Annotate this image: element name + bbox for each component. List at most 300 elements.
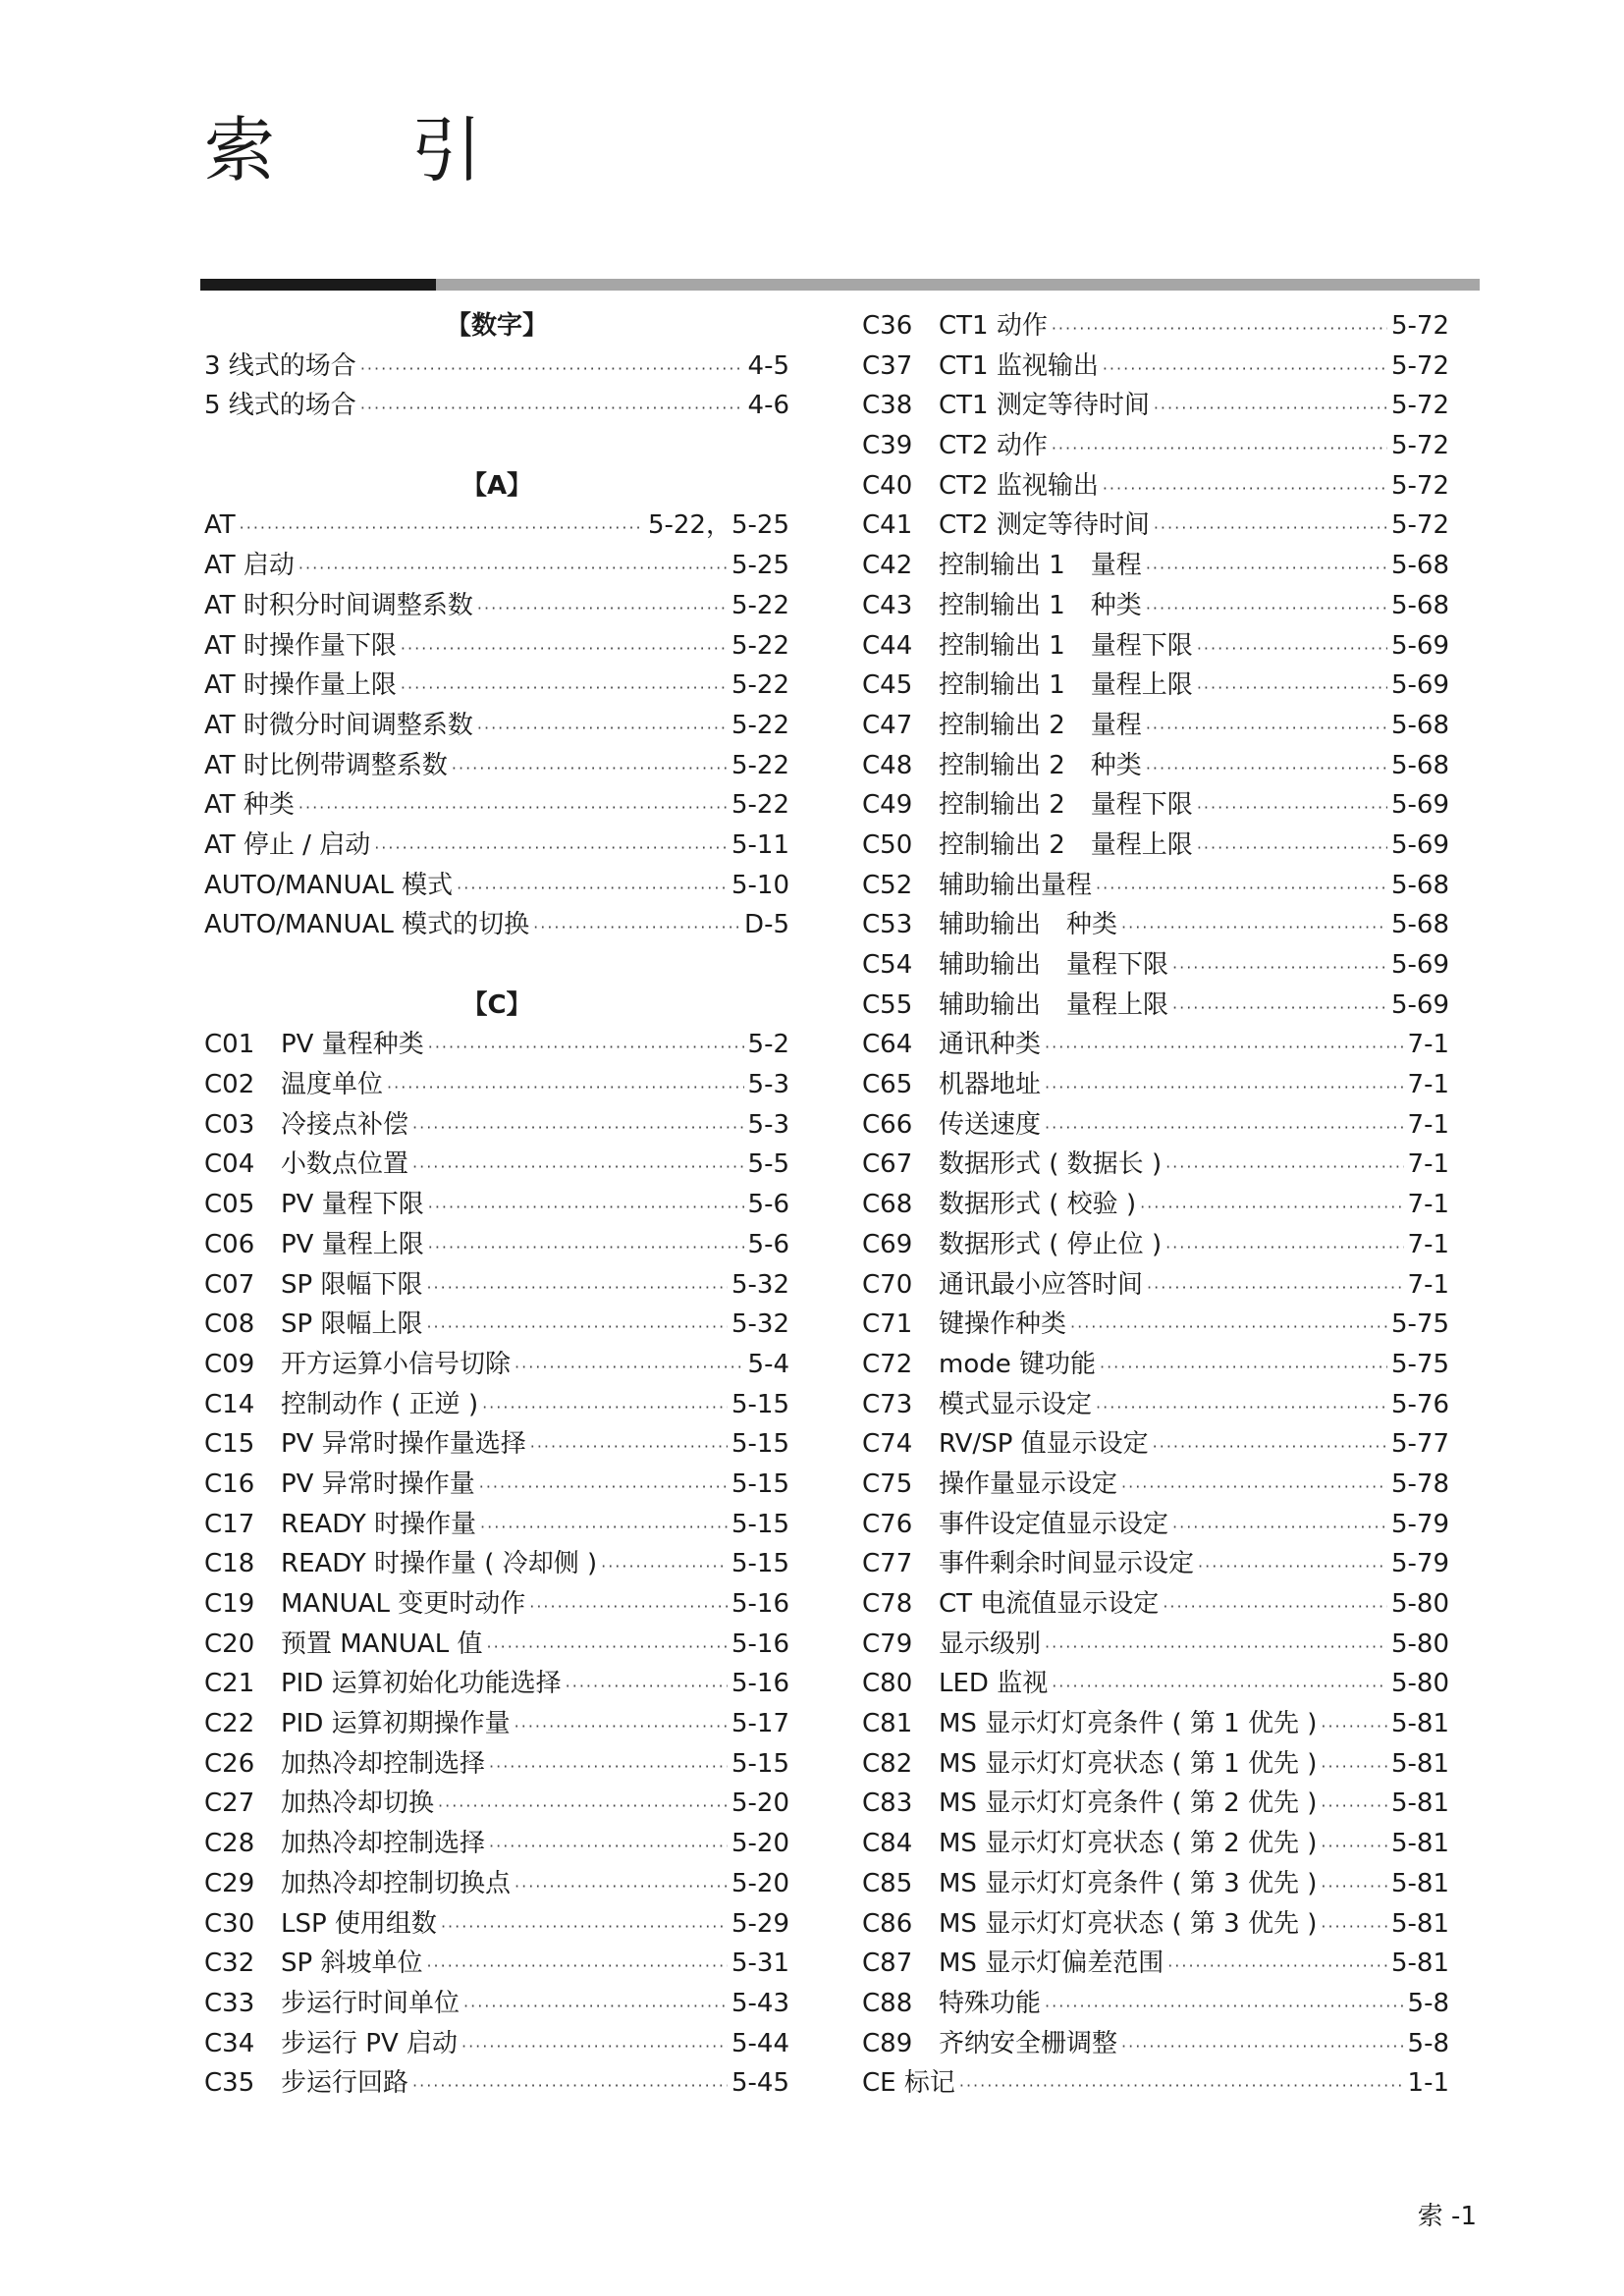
dot-leader <box>601 1547 728 1587</box>
entry-page-ref: 5-11 <box>731 829 789 860</box>
index-entry <box>204 1105 789 1146</box>
entry-code: C17 <box>204 1509 255 1539</box>
entry-code: C72 <box>862 1349 913 1379</box>
dot-leader <box>514 1348 744 1388</box>
index-entry <box>862 1025 1449 1065</box>
index-entry <box>204 1944 789 1984</box>
entry-label: 小数点位置 <box>281 1149 409 1180</box>
index-entry <box>204 1225 789 1265</box>
entry-label: AT 启动 <box>204 551 295 581</box>
entry-label: 辅助输出量程 <box>939 870 1093 900</box>
entry-page-ref: 7-1 <box>1407 1190 1449 1220</box>
index-entry <box>862 2063 1449 2104</box>
entry-label: 数据形式 ( 停止位 ) <box>939 1229 1163 1259</box>
entry-label: AT 时比例带调整系数 <box>204 750 448 780</box>
entry-label: SP 限幅下限 <box>281 1269 423 1300</box>
entry-page-ref: 7-1 <box>1407 1109 1449 1140</box>
index-entry <box>862 1864 1449 1904</box>
index-entry <box>862 426 1449 466</box>
index-entry <box>204 506 789 546</box>
entry-label: 5 线式的场合 <box>204 391 356 421</box>
index-entry <box>204 1625 789 1665</box>
entry-label: AUTO/MANUAL 模式 <box>204 870 454 900</box>
dot-leader <box>1198 1547 1387 1587</box>
entry-label: SP 限幅上限 <box>281 1309 423 1340</box>
entry-code: C67 <box>862 1149 913 1180</box>
dot-leader <box>1146 549 1387 589</box>
entry-page-ref: 5-43 <box>731 1988 789 2018</box>
dot-leader <box>360 389 744 429</box>
index-entry <box>862 1185 1449 1225</box>
entry-label: 事件设定值显示设定 <box>939 1509 1169 1539</box>
entry-label: 显示级别 <box>939 1629 1042 1659</box>
index-entry <box>862 1305 1449 1345</box>
entry-page-ref: 5-8 <box>1407 2028 1449 2058</box>
dot-leader <box>1103 469 1387 509</box>
index-entry <box>204 1784 789 1824</box>
entry-label: READY 时操作量 <box>281 1509 477 1539</box>
entry-page-ref: 5-32 <box>731 1269 789 1300</box>
entry-code: C27 <box>204 1789 255 1819</box>
entry-code: C03 <box>204 1109 255 1140</box>
dot-leader <box>1052 429 1387 469</box>
dot-leader <box>477 709 728 749</box>
entry-page-ref: 4-6 <box>747 391 789 421</box>
entry-page-ref: 5-81 <box>1390 1789 1449 1819</box>
entry-code: C83 <box>862 1789 913 1819</box>
entry-label: AT 时操作量下限 <box>204 630 397 661</box>
dot-leader <box>529 1587 728 1628</box>
dot-leader <box>1096 1388 1387 1428</box>
entry-label: MS 显示灯灯亮状态 ( 第 2 优先 ) <box>939 1829 1318 1859</box>
section-heading: 【A】 <box>460 470 533 501</box>
dot-leader <box>1197 828 1387 869</box>
entry-page-ref: 5-81 <box>1390 1868 1449 1898</box>
entry-code: C70 <box>862 1269 913 1300</box>
index-entry <box>204 1185 789 1225</box>
entry-label: 加热冷却控制切换点 <box>281 1868 512 1898</box>
entry-code: C02 <box>204 1070 255 1100</box>
index-entry <box>204 1065 789 1105</box>
entry-label: 操作量显示设定 <box>939 1468 1118 1499</box>
index-entry <box>862 586 1449 626</box>
entry-code: C50 <box>862 829 913 860</box>
entry-page-ref: 5-68 <box>1390 551 1449 581</box>
entry-label: mode 键功能 <box>939 1349 1096 1379</box>
index-entry <box>204 1305 789 1345</box>
entry-label: 特殊功能 <box>939 1988 1042 2018</box>
entry-label: MANUAL 变更时动作 <box>281 1589 526 1619</box>
entry-code: C69 <box>862 1229 913 1259</box>
entry-code: C35 <box>204 2068 255 2099</box>
entry-code: C09 <box>204 1349 255 1379</box>
entry-code: C79 <box>862 1629 913 1659</box>
dot-leader <box>1172 988 1387 1029</box>
index-entry <box>862 1385 1449 1425</box>
index-entry <box>204 546 789 586</box>
entry-code: C80 <box>862 1669 913 1699</box>
entry-label: 3 线式的场合 <box>204 350 356 381</box>
dot-leader <box>1197 629 1387 669</box>
dot-leader <box>1121 908 1387 948</box>
entry-code: C76 <box>862 1509 913 1539</box>
entry-code: C74 <box>862 1429 913 1460</box>
dot-leader <box>533 908 740 948</box>
dot-leader <box>1045 1108 1404 1148</box>
entry-code: C85 <box>862 1868 913 1898</box>
dot-leader <box>428 1028 744 1068</box>
index-entry <box>204 1505 789 1545</box>
entry-label: SP 斜坡单位 <box>281 1949 423 1979</box>
entry-page-ref: 5-4 <box>747 1349 789 1379</box>
dot-leader <box>1153 1427 1387 1468</box>
dot-leader <box>1121 2027 1404 2067</box>
entry-label: 模式显示设定 <box>939 1389 1093 1419</box>
index-entry <box>204 2024 789 2064</box>
entry-code: C84 <box>862 1829 913 1859</box>
entry-page-ref: 5-72 <box>1390 350 1449 381</box>
entry-label: 控制输出 2 种类 <box>939 750 1142 780</box>
dot-leader <box>1146 709 1387 749</box>
entry-page-ref: 5-22 <box>731 590 789 620</box>
section-spacer <box>204 945 789 986</box>
entry-label: LED 监视 <box>939 1669 1049 1699</box>
entry-page-ref: 5-76 <box>1390 1389 1449 1419</box>
entry-label: 事件剩余时间显示设定 <box>939 1549 1195 1579</box>
index-entry <box>862 826 1449 866</box>
dot-leader <box>1096 869 1387 909</box>
entry-page-ref: 5-75 <box>1390 1349 1449 1379</box>
entry-code: C28 <box>204 1829 255 1859</box>
index-entry <box>862 905 1449 945</box>
entry-code: C88 <box>862 1988 913 2018</box>
entry-page-ref: 5-75 <box>1390 1309 1449 1340</box>
index-entry <box>862 466 1449 507</box>
entry-page-ref: 5-3 <box>747 1109 789 1140</box>
entry-code: C19 <box>204 1589 255 1619</box>
entry-label: 控制输出 1 量程上限 <box>939 670 1193 701</box>
entry-label: AT 停止 / 启动 <box>204 829 371 860</box>
entry-page-ref: 5-15 <box>731 1509 789 1539</box>
index-entry <box>862 1944 1449 1984</box>
entry-page-ref: 5-20 <box>731 1829 789 1859</box>
entry-page-ref: 5-45 <box>731 2068 789 2099</box>
dot-leader <box>1172 948 1387 988</box>
index-entry <box>204 866 789 906</box>
entry-code: C05 <box>204 1190 255 1220</box>
dot-leader <box>438 1787 728 1827</box>
entry-label: PV 量程下限 <box>281 1190 424 1220</box>
dot-leader <box>479 1468 728 1508</box>
entry-page-ref: D-5 <box>744 910 789 940</box>
entry-code: C52 <box>862 870 913 900</box>
index-entry <box>204 586 789 626</box>
entry-label: 控制输出 1 量程 <box>939 551 1142 581</box>
entry-page-ref: 4-5 <box>747 350 789 381</box>
entry-code: C06 <box>204 1229 255 1259</box>
dot-leader <box>240 508 644 549</box>
dot-leader <box>401 668 728 709</box>
index-entry <box>204 666 789 706</box>
dot-leader <box>1154 389 1387 429</box>
entry-code: C04 <box>204 1149 255 1180</box>
entry-label: CT2 监视输出 <box>939 470 1099 501</box>
index-entry <box>204 1385 789 1425</box>
dot-leader <box>1045 1028 1404 1068</box>
entry-code: C45 <box>862 670 913 701</box>
index-entry <box>204 1704 789 1744</box>
index-entry <box>204 1544 789 1584</box>
dot-leader <box>298 788 728 828</box>
entry-page-ref: 5-15 <box>731 1468 789 1499</box>
entry-code: C18 <box>204 1549 255 1579</box>
index-entry <box>862 666 1449 706</box>
dot-leader <box>452 749 728 789</box>
index-entry <box>204 347 789 387</box>
index-entry <box>204 1025 789 1065</box>
entry-label: 冷接点补偿 <box>281 1109 409 1140</box>
entry-label: 控制输出 1 量程下限 <box>939 630 1193 661</box>
entry-code: C22 <box>204 1709 255 1739</box>
index-entry <box>862 1465 1449 1505</box>
dot-leader <box>1100 1348 1387 1388</box>
section-spacer <box>204 426 789 466</box>
entry-page-ref: 7-1 <box>1407 1030 1449 1060</box>
entry-label: 控制输出 2 量程下限 <box>939 790 1193 821</box>
dot-leader <box>426 1947 728 1987</box>
dot-leader <box>530 1427 728 1468</box>
entry-code: C01 <box>204 1030 255 1060</box>
index-entry <box>862 2024 1449 2064</box>
entry-code: C30 <box>204 1908 255 1939</box>
index-entry <box>862 1544 1449 1584</box>
index-entry <box>862 1505 1449 1545</box>
entry-label: CT2 动作 <box>939 431 1048 461</box>
dot-leader <box>1321 1907 1387 1948</box>
index-entry <box>862 945 1449 986</box>
entry-code: C29 <box>204 1868 255 1898</box>
dot-leader <box>360 349 744 390</box>
entry-page-ref: 5-68 <box>1390 870 1449 900</box>
dot-leader <box>1146 749 1387 789</box>
entry-page-ref: 5-69 <box>1390 630 1449 661</box>
index-entry <box>862 1984 1449 2024</box>
entry-code: C38 <box>862 391 913 421</box>
dot-leader <box>1147 1268 1404 1308</box>
dot-leader <box>461 2027 728 2067</box>
index-column-left <box>204 306 789 2104</box>
entry-code: C15 <box>204 1429 255 1460</box>
entry-label: CT2 测定等待时间 <box>939 510 1150 541</box>
index-entry <box>862 1824 1449 1864</box>
entry-page-ref: 5-81 <box>1390 1829 1449 1859</box>
entry-label: LSP 使用组数 <box>281 1908 437 1939</box>
entry-page-ref: 5-79 <box>1390 1509 1449 1539</box>
index-entry <box>204 1864 789 1904</box>
entry-label: 数据形式 ( 数据长 ) <box>939 1149 1163 1180</box>
entry-page-ref: 7-1 <box>1407 1149 1449 1180</box>
index-entry <box>862 1065 1449 1105</box>
dot-leader <box>1197 788 1387 828</box>
entry-page-ref: 5-72 <box>1390 510 1449 541</box>
index-entry <box>862 1784 1449 1824</box>
index-entry <box>204 1145 789 1185</box>
entry-page-ref: 5-6 <box>747 1190 789 1220</box>
index-entry <box>204 626 789 667</box>
dot-leader <box>1321 1787 1387 1827</box>
index-entry <box>862 866 1449 906</box>
index-entry <box>204 706 789 746</box>
index-entry <box>204 386 789 426</box>
entry-code: C47 <box>862 710 913 740</box>
entry-code: C89 <box>862 2028 913 2058</box>
index-entry <box>862 306 1449 347</box>
entry-code: C86 <box>862 1908 913 1939</box>
entry-page-ref: 1-1 <box>1407 2068 1449 2099</box>
dot-leader <box>1321 1867 1387 1907</box>
entry-code: C77 <box>862 1549 913 1579</box>
entry-page-ref: 5-8 <box>1407 1988 1449 2018</box>
entry-page-ref: 7-1 <box>1407 1070 1449 1100</box>
index-entry <box>862 785 1449 826</box>
entry-label: AT 种类 <box>204 790 295 821</box>
entry-code: C65 <box>862 1070 913 1100</box>
dot-leader <box>1167 1947 1387 1987</box>
index-entry <box>862 506 1449 546</box>
entry-page-ref: 5-5 <box>747 1149 789 1180</box>
index-entry <box>204 905 789 945</box>
index-column-right <box>862 306 1449 2104</box>
dot-leader <box>1052 1667 1387 1707</box>
dot-leader <box>428 1188 744 1228</box>
entry-page-ref: 5-22 <box>731 630 789 661</box>
entry-label: PV 量程上限 <box>281 1229 424 1259</box>
dot-leader <box>489 1827 728 1867</box>
entry-page-ref: 5-72 <box>1390 391 1449 421</box>
index-entry <box>862 706 1449 746</box>
dot-leader <box>480 1508 728 1548</box>
entry-code: C66 <box>862 1109 913 1140</box>
index-entry <box>862 347 1449 387</box>
entry-code: C48 <box>862 750 913 780</box>
entry-label: PV 量程种类 <box>281 1030 424 1060</box>
entry-label: 机器地址 <box>939 1070 1042 1100</box>
entry-label: MS 显示灯灯亮状态 ( 第 3 优先 ) <box>939 1908 1318 1939</box>
entry-code: C71 <box>862 1309 913 1340</box>
index-entry <box>862 1105 1449 1146</box>
entry-label: 数据形式 ( 校验 ) <box>939 1190 1137 1220</box>
entry-label: 加热冷却控制选择 <box>281 1829 486 1859</box>
entry-page-ref: 5-22 <box>731 790 789 821</box>
entry-page-ref: 5-31 <box>731 1949 789 1979</box>
index-entry <box>204 785 789 826</box>
entry-code: C40 <box>862 470 913 501</box>
dot-leader <box>1045 1987 1404 2027</box>
index-entry <box>204 1265 789 1306</box>
entry-page-ref: 5-68 <box>1390 710 1449 740</box>
page-title: 索 引 <box>204 109 539 191</box>
entry-label: AT 时微分时间调整系数 <box>204 710 473 740</box>
entry-label: 开方运算小信号切除 <box>281 1349 512 1379</box>
index-entry <box>862 986 1449 1026</box>
entry-label: 通讯种类 <box>939 1030 1042 1060</box>
entry-page-ref: 7-1 <box>1407 1229 1449 1259</box>
entry-page-ref: 5-69 <box>1390 950 1449 980</box>
entry-label: RV/SP 值显示设定 <box>939 1429 1149 1460</box>
entry-page-ref: 5-16 <box>731 1589 789 1619</box>
index-entry <box>204 1345 789 1385</box>
entry-label: 控制动作 ( 正逆 ) <box>281 1389 479 1419</box>
index-entry <box>204 1984 789 2024</box>
entry-code: C81 <box>862 1709 913 1739</box>
dot-leader <box>1146 589 1387 629</box>
entry-label: MS 显示灯灯亮条件 ( 第 2 优先 ) <box>939 1789 1318 1819</box>
entry-label: 齐纳安全栅调整 <box>939 2028 1118 2058</box>
index-entry <box>862 1424 1449 1465</box>
entry-code: C44 <box>862 630 913 661</box>
entry-label: PV 异常时操作量 <box>281 1468 475 1499</box>
entry-page-ref: 5-72 <box>1390 470 1449 501</box>
entry-label: 通讯最小应答时间 <box>939 1269 1144 1300</box>
index-entry <box>204 1824 789 1864</box>
index-entry <box>862 1345 1449 1385</box>
entry-page-ref: 5-15 <box>731 1748 789 1779</box>
entry-code: C08 <box>204 1309 255 1340</box>
entry-label: 键操作种类 <box>939 1309 1067 1340</box>
entry-label: 加热冷却控制选择 <box>281 1748 486 1779</box>
entry-label: READY 时操作量 ( 冷却侧 ) <box>281 1549 598 1579</box>
entry-label: 步运行回路 <box>281 2068 409 2099</box>
entry-page-ref: 5-16 <box>731 1669 789 1699</box>
entry-label: 传送速度 <box>939 1109 1042 1140</box>
entry-page-ref: 5-68 <box>1390 590 1449 620</box>
entry-label: AUTO/MANUAL 模式的切换 <box>204 910 530 940</box>
entry-page-ref: 5-32 <box>731 1309 789 1340</box>
entry-page-ref: 5-20 <box>731 1868 789 1898</box>
entry-code: C55 <box>862 989 913 1020</box>
entry-label: CE 标记 <box>862 2068 955 2099</box>
dot-leader <box>489 1747 728 1788</box>
dot-leader <box>487 1628 728 1668</box>
dot-leader <box>1140 1188 1403 1228</box>
index-entry <box>862 1584 1449 1625</box>
entry-code: C33 <box>204 1988 255 2018</box>
entry-page-ref: 5-25 <box>731 551 789 581</box>
dot-leader <box>412 2066 728 2107</box>
section-heading: 【C】 <box>461 989 532 1020</box>
index-entry <box>204 826 789 866</box>
dot-leader <box>1321 1707 1387 1747</box>
entry-label: 加热冷却切换 <box>281 1789 435 1819</box>
index-entry <box>862 546 1449 586</box>
index-entry <box>204 2063 789 2104</box>
entry-label: AT <box>204 510 236 541</box>
section-heading: 【数字】 <box>445 311 548 341</box>
entry-code: C32 <box>204 1949 255 1979</box>
dot-leader <box>514 1867 728 1907</box>
entry-code: C87 <box>862 1949 913 1979</box>
index-entry <box>862 386 1449 426</box>
dot-leader <box>959 2066 1404 2107</box>
dot-leader <box>482 1388 728 1428</box>
dot-leader <box>1321 1747 1387 1788</box>
index-entry <box>204 1424 789 1465</box>
entry-code: C49 <box>862 790 913 821</box>
entry-page-ref: 5-3 <box>747 1070 789 1100</box>
entry-code: C26 <box>204 1748 255 1779</box>
index-entry <box>204 1465 789 1505</box>
index-entry <box>204 1904 789 1945</box>
